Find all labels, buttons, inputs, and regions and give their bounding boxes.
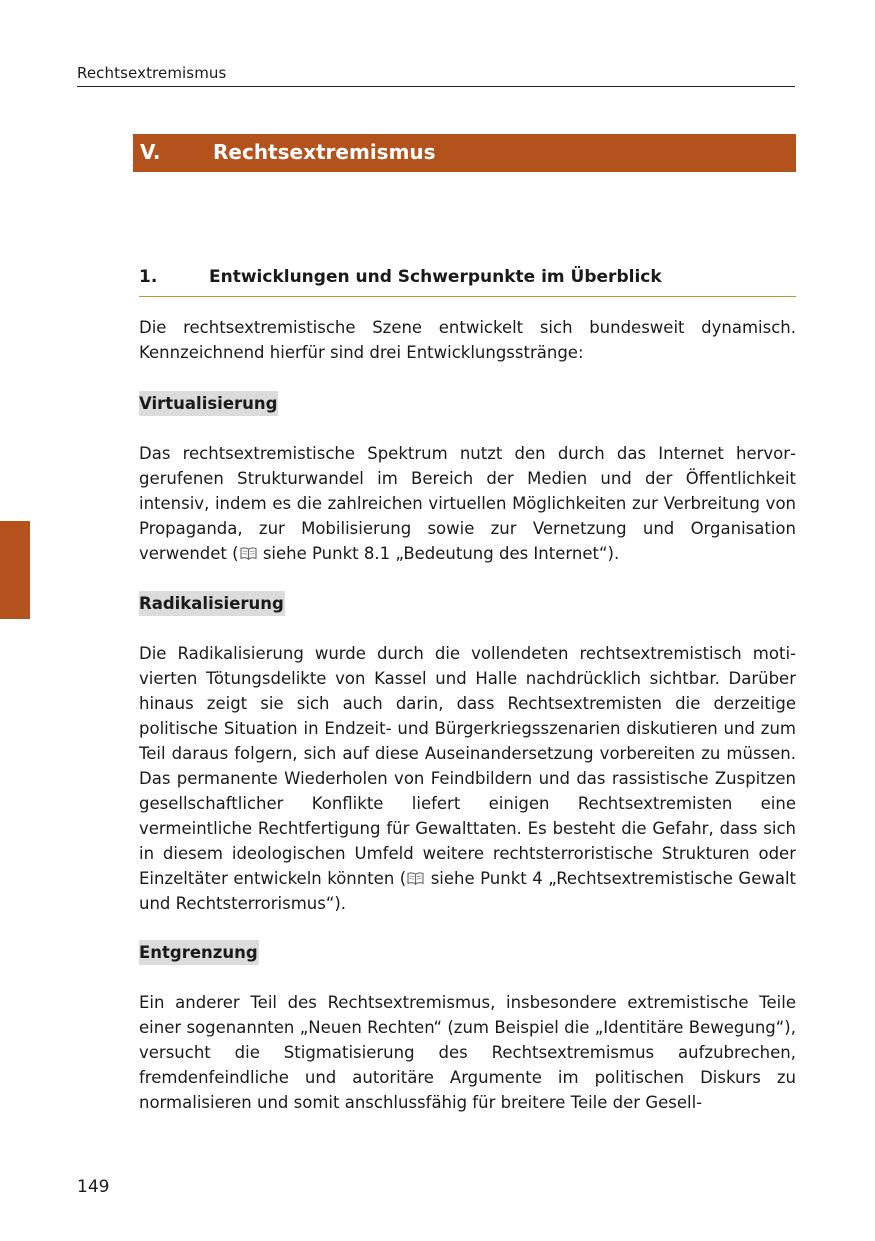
book-icon	[240, 547, 257, 560]
section-heading	[139, 264, 796, 297]
subheading-radikalisierung: Radikalisierung	[139, 591, 285, 616]
section-title: Entwicklungen und Schwerpunkte im Überblick	[209, 267, 662, 287]
subheading-virtualisierung: Virtualisierung	[139, 391, 278, 416]
page-number: 149	[77, 1177, 110, 1197]
book-icon	[407, 872, 424, 885]
section-number: 1.	[139, 267, 158, 287]
chapter-title: Rechtsextremismus	[213, 140, 436, 164]
paragraph-text: siehe Punkt 4 „Rechtsextremistische Gewalt und Rechtsterrorismus“).	[139, 869, 797, 913]
paragraph-virtualisierung	[139, 441, 796, 566]
chapter-thumb-tab	[0, 521, 30, 619]
paragraph-text: Die Radikalisierung wurde durch die vollendeten rechtsextremistisch motivierten Tötungsdelikte von Kassel und Halle nachdrücklich sichtbar. Darüber hinaus zeigt sie sich auch darin, dass Rechtsextremisten die derzeitige politische Situation in Endzeit- und Bürgerkriegsszenarien diskutieren und zum Teil daraus folgern, sich auf diese Auseinandersetzung vorbereiten zu müssen. Das permanente Wiederholen von Feindbildern und das rassistische Zuspitzen gesellschaftlicher Konflikte liefert einigen Rechtsextremisten eine vermeintliche Rechtfertigung für Gewalttaten. Es besteht die Gefahr, dass sich in diesem ideologischen Umfeld weitere rechtsterroristische Strukturen oder Einzeltäter entwickeln könnten (	[139, 644, 796, 888]
paragraph-text: siehe Punkt 8.1 „Bedeutung des Internet“).	[257, 544, 620, 563]
paragraph-radikalisierung	[139, 641, 796, 916]
chapter-number: V.	[140, 140, 161, 164]
paragraph-text: Das rechtsextremistische Spektrum nutzt den durch das Internet hervorgerufenen Strukturwandel im Bereich der Medien und der Öffentlichkeit intensiv, indem es die zahlreichen virtuellen Möglichkeiten zur Verbreitung von Propaganda, zur Mobilisierung sowie zur Vernetzung und Organisation verwendet (	[139, 444, 796, 563]
subheading-entgrenzung: Entgrenzung	[139, 940, 259, 965]
chapter-title-bar	[133, 134, 796, 172]
intro-paragraph: Die rechtsextremistische Szene entwickelt sich bundesweit dynamisch. Kennzeichnend hierfür sind drei Entwicklungsstränge:	[139, 318, 796, 362]
paragraph-entgrenzung: Ein anderer Teil des Rechtsextremismus, insbesondere extremistische Teile einer sogenannten „Neuen Rechten“ (zum Beispiel die „Identitäre Bewegung“), versucht die Stigmatisierung des Rechtsextremismus aufzubrechen, fremdenfeindliche und autoritäre Argumente im politischen Diskurs zu normalisieren und somit anschlussfähig für breitere Teile der Gesell-	[139, 993, 796, 1112]
running-header: Rechtsextremismus	[77, 63, 795, 87]
